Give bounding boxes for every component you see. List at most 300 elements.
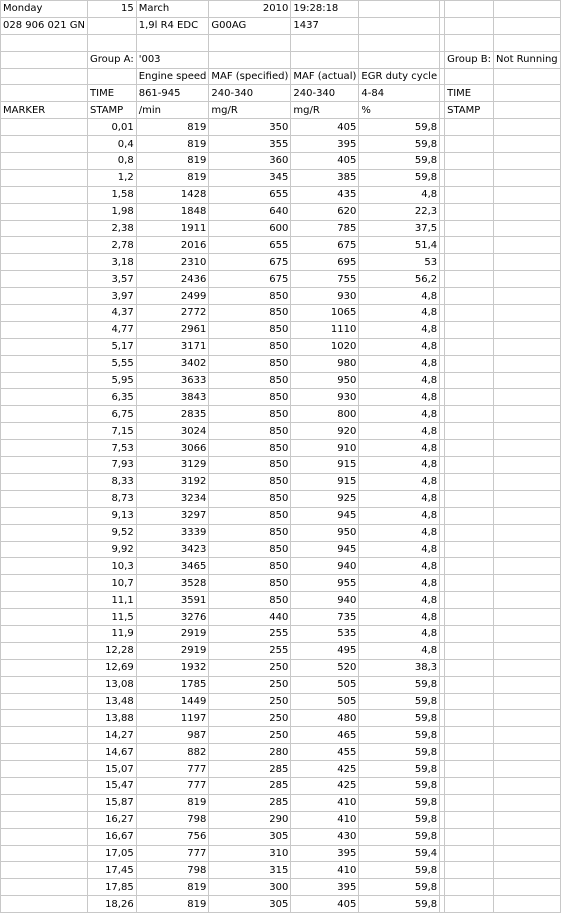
sheet-cell[interactable]: 4,8: [359, 338, 440, 355]
sheet-cell[interactable]: [1, 896, 88, 913]
sheet-cell[interactable]: [445, 17, 494, 34]
sheet-cell[interactable]: 3339: [136, 524, 209, 541]
sheet-cell[interactable]: [493, 541, 560, 558]
sheet-cell[interactable]: 850: [209, 524, 291, 541]
sheet-cell[interactable]: [1, 625, 88, 642]
sheet-cell[interactable]: 850: [209, 406, 291, 423]
sheet-cell[interactable]: [493, 811, 560, 828]
sheet-cell[interactable]: [1, 862, 88, 879]
sheet-cell[interactable]: 15,87: [88, 794, 137, 811]
sheet-cell[interactable]: 395: [291, 845, 359, 862]
sheet-cell[interactable]: 4,8: [359, 625, 440, 642]
sheet-cell[interactable]: 3591: [136, 592, 209, 609]
sheet-cell[interactable]: 850: [209, 338, 291, 355]
sheet-cell[interactable]: 915: [291, 457, 359, 474]
sheet-cell[interactable]: 1,58: [88, 186, 137, 203]
sheet-cell[interactable]: 480: [291, 710, 359, 727]
sheet-cell[interactable]: 9,92: [88, 541, 137, 558]
sheet-cell[interactable]: 59,8: [359, 710, 440, 727]
sheet-cell[interactable]: [493, 389, 560, 406]
sheet-cell[interactable]: [493, 169, 560, 186]
sheet-cell[interactable]: [1, 609, 88, 626]
sheet-cell[interactable]: [1, 68, 88, 85]
sheet-cell[interactable]: [493, 642, 560, 659]
sheet-cell[interactable]: [88, 17, 137, 34]
sheet-cell[interactable]: [1, 51, 88, 68]
sheet-cell[interactable]: [1, 642, 88, 659]
sheet-cell[interactable]: 819: [136, 169, 209, 186]
sheet-cell[interactable]: [1, 406, 88, 423]
sheet-cell[interactable]: TIME: [88, 85, 137, 102]
sheet-cell[interactable]: 2,38: [88, 220, 137, 237]
sheet-cell[interactable]: 12,69: [88, 659, 137, 676]
sheet-cell[interactable]: 1428: [136, 186, 209, 203]
sheet-cell[interactable]: 250: [209, 693, 291, 710]
sheet-cell[interactable]: 945: [291, 541, 359, 558]
sheet-cell[interactable]: 819: [136, 896, 209, 913]
sheet-cell[interactable]: 11,9: [88, 625, 137, 642]
sheet-cell[interactable]: 430: [291, 828, 359, 845]
sheet-cell[interactable]: 9,13: [88, 507, 137, 524]
sheet-cell[interactable]: [1, 592, 88, 609]
sheet-cell[interactable]: [445, 1, 494, 18]
sheet-cell[interactable]: [88, 34, 137, 51]
sheet-cell[interactable]: [493, 761, 560, 778]
sheet-cell[interactable]: [493, 558, 560, 575]
sheet-cell[interactable]: 9,52: [88, 524, 137, 541]
sheet-cell[interactable]: [1, 457, 88, 474]
sheet-cell[interactable]: STAMP: [88, 102, 137, 119]
sheet-cell[interactable]: [1, 490, 88, 507]
sheet-cell[interactable]: [1, 507, 88, 524]
sheet-cell[interactable]: [445, 136, 494, 153]
sheet-cell[interactable]: [445, 490, 494, 507]
sheet-cell[interactable]: 4,8: [359, 440, 440, 457]
sheet-cell[interactable]: 3528: [136, 575, 209, 592]
sheet-cell[interactable]: 3171: [136, 338, 209, 355]
sheet-cell[interactable]: 250: [209, 727, 291, 744]
sheet-cell[interactable]: 819: [136, 119, 209, 136]
sheet-cell[interactable]: 13,88: [88, 710, 137, 727]
sheet-cell[interactable]: 395: [291, 136, 359, 153]
sheet-cell[interactable]: [493, 305, 560, 322]
sheet-cell[interactable]: [493, 119, 560, 136]
sheet-cell[interactable]: 655: [209, 186, 291, 203]
sheet-cell[interactable]: 12,28: [88, 642, 137, 659]
sheet-cell[interactable]: 5,17: [88, 338, 137, 355]
sheet-cell[interactable]: [445, 321, 494, 338]
sheet-cell[interactable]: [1, 828, 88, 845]
sheet-cell[interactable]: 305: [209, 828, 291, 845]
sheet-cell[interactable]: 600: [209, 220, 291, 237]
sheet-cell[interactable]: 59,8: [359, 169, 440, 186]
sheet-cell[interactable]: 850: [209, 490, 291, 507]
sheet-cell[interactable]: 59,8: [359, 744, 440, 761]
sheet-cell[interactable]: [493, 406, 560, 423]
sheet-cell[interactable]: 59,8: [359, 761, 440, 778]
sheet-cell[interactable]: [359, 51, 440, 68]
sheet-cell[interactable]: 819: [136, 153, 209, 170]
sheet-cell[interactable]: [493, 237, 560, 254]
sheet-cell[interactable]: [445, 271, 494, 288]
sheet-cell[interactable]: 1,9l R4 EDC: [136, 17, 209, 34]
sheet-cell[interactable]: [1, 85, 88, 102]
sheet-cell[interactable]: 59,8: [359, 896, 440, 913]
sheet-cell[interactable]: 505: [291, 693, 359, 710]
sheet-cell[interactable]: [493, 575, 560, 592]
sheet-cell[interactable]: 850: [209, 440, 291, 457]
sheet-cell[interactable]: 3465: [136, 558, 209, 575]
sheet-cell[interactable]: 310: [209, 845, 291, 862]
sheet-cell[interactable]: 950: [291, 372, 359, 389]
sheet-cell[interactable]: [445, 254, 494, 271]
sheet-cell[interactable]: 345: [209, 169, 291, 186]
sheet-cell[interactable]: 950: [291, 524, 359, 541]
sheet-cell[interactable]: [493, 288, 560, 305]
sheet-cell[interactable]: [88, 68, 137, 85]
sheet-cell[interactable]: 2919: [136, 625, 209, 642]
sheet-cell[interactable]: 4,8: [359, 541, 440, 558]
sheet-cell[interactable]: 882: [136, 744, 209, 761]
sheet-cell[interactable]: 435: [291, 186, 359, 203]
sheet-cell[interactable]: 355: [209, 136, 291, 153]
sheet-cell[interactable]: 1437: [291, 17, 359, 34]
sheet-cell[interactable]: [493, 879, 560, 896]
sheet-cell[interactable]: 2310: [136, 254, 209, 271]
sheet-cell[interactable]: [445, 575, 494, 592]
sheet-cell[interactable]: [445, 288, 494, 305]
sheet-cell[interactable]: [1, 440, 88, 457]
sheet-cell[interactable]: [209, 34, 291, 51]
sheet-cell[interactable]: [445, 727, 494, 744]
sheet-cell[interactable]: 930: [291, 389, 359, 406]
sheet-cell[interactable]: 10,3: [88, 558, 137, 575]
sheet-cell[interactable]: [493, 186, 560, 203]
sheet-cell[interactable]: [1, 761, 88, 778]
sheet-cell[interactable]: [1, 186, 88, 203]
sheet-cell[interactable]: [359, 17, 440, 34]
sheet-cell[interactable]: 6,35: [88, 389, 137, 406]
sheet-cell[interactable]: 819: [136, 879, 209, 896]
sheet-cell[interactable]: 425: [291, 777, 359, 794]
sheet-cell[interactable]: 4,8: [359, 389, 440, 406]
sheet-cell[interactable]: [359, 1, 440, 18]
sheet-cell[interactable]: [359, 34, 440, 51]
sheet-cell[interactable]: 756: [136, 828, 209, 845]
sheet-cell[interactable]: 4-84: [359, 85, 440, 102]
sheet-cell[interactable]: [445, 457, 494, 474]
sheet-cell[interactable]: [493, 592, 560, 609]
sheet-cell[interactable]: 59,4: [359, 845, 440, 862]
sheet-cell[interactable]: [493, 254, 560, 271]
sheet-cell[interactable]: [493, 1, 560, 18]
sheet-cell[interactable]: [445, 845, 494, 862]
sheet-cell[interactable]: MAF (actual): [291, 68, 359, 85]
sheet-cell[interactable]: 861-945: [136, 85, 209, 102]
sheet-cell[interactable]: [493, 659, 560, 676]
sheet-cell[interactable]: [493, 896, 560, 913]
sheet-cell[interactable]: 735: [291, 609, 359, 626]
sheet-cell[interactable]: [1, 777, 88, 794]
sheet-cell[interactable]: 1,2: [88, 169, 137, 186]
sheet-cell[interactable]: 4,8: [359, 592, 440, 609]
sheet-cell[interactable]: 987: [136, 727, 209, 744]
sheet-cell[interactable]: [445, 693, 494, 710]
sheet-cell[interactable]: [445, 676, 494, 693]
sheet-cell[interactable]: /min: [136, 102, 209, 119]
sheet-cell[interactable]: [445, 862, 494, 879]
sheet-cell[interactable]: [493, 136, 560, 153]
sheet-cell[interactable]: 240-340: [209, 85, 291, 102]
sheet-cell[interactable]: 5,55: [88, 355, 137, 372]
sheet-cell[interactable]: '003: [136, 51, 209, 68]
sheet-cell[interactable]: [493, 490, 560, 507]
sheet-cell[interactable]: [445, 423, 494, 440]
sheet-cell[interactable]: [445, 305, 494, 322]
sheet-cell[interactable]: [493, 609, 560, 626]
sheet-cell[interactable]: 4,37: [88, 305, 137, 322]
sheet-cell[interactable]: 930: [291, 288, 359, 305]
sheet-cell[interactable]: 465: [291, 727, 359, 744]
sheet-cell[interactable]: 14,27: [88, 727, 137, 744]
sheet-cell[interactable]: 3,57: [88, 271, 137, 288]
sheet-cell[interactable]: [1, 220, 88, 237]
sheet-cell[interactable]: 0,8: [88, 153, 137, 170]
sheet-cell[interactable]: [493, 203, 560, 220]
sheet-cell[interactable]: 5,95: [88, 372, 137, 389]
sheet-cell[interactable]: 8,33: [88, 473, 137, 490]
sheet-cell[interactable]: [445, 541, 494, 558]
sheet-cell[interactable]: Engine speed: [136, 68, 209, 85]
sheet-cell[interactable]: G00AG: [209, 17, 291, 34]
sheet-cell[interactable]: 59,8: [359, 862, 440, 879]
sheet-cell[interactable]: [445, 440, 494, 457]
sheet-cell[interactable]: 675: [291, 237, 359, 254]
sheet-cell[interactable]: 10,7: [88, 575, 137, 592]
sheet-cell[interactable]: 4,8: [359, 372, 440, 389]
sheet-cell[interactable]: [445, 220, 494, 237]
sheet-cell[interactable]: 410: [291, 862, 359, 879]
sheet-cell[interactable]: [445, 372, 494, 389]
sheet-cell[interactable]: [445, 237, 494, 254]
sheet-cell[interactable]: 59,8: [359, 676, 440, 693]
sheet-cell[interactable]: 395: [291, 879, 359, 896]
sheet-cell[interactable]: 4,8: [359, 609, 440, 626]
sheet-cell[interactable]: [1, 575, 88, 592]
sheet-cell[interactable]: [1, 355, 88, 372]
sheet-cell[interactable]: [1, 389, 88, 406]
sheet-cell[interactable]: 798: [136, 811, 209, 828]
sheet-cell[interactable]: 13,48: [88, 693, 137, 710]
sheet-cell[interactable]: 1785: [136, 676, 209, 693]
sheet-cell[interactable]: 3402: [136, 355, 209, 372]
sheet-cell[interactable]: [445, 761, 494, 778]
sheet-cell[interactable]: [1, 794, 88, 811]
sheet-cell[interactable]: [445, 811, 494, 828]
sheet-cell[interactable]: [1, 338, 88, 355]
sheet-cell[interactable]: [209, 51, 291, 68]
sheet-cell[interactable]: 640: [209, 203, 291, 220]
sheet-cell[interactable]: 3276: [136, 609, 209, 626]
sheet-cell[interactable]: 2961: [136, 321, 209, 338]
sheet-cell[interactable]: 655: [209, 237, 291, 254]
sheet-cell[interactable]: 4,8: [359, 355, 440, 372]
sheet-cell[interactable]: 955: [291, 575, 359, 592]
sheet-cell[interactable]: 15: [88, 1, 137, 18]
sheet-cell[interactable]: 819: [136, 136, 209, 153]
sheet-cell[interactable]: 53: [359, 254, 440, 271]
sheet-cell[interactable]: [493, 338, 560, 355]
sheet-cell[interactable]: [493, 423, 560, 440]
sheet-cell[interactable]: 59,8: [359, 879, 440, 896]
sheet-cell[interactable]: [445, 153, 494, 170]
sheet-cell[interactable]: 798: [136, 862, 209, 879]
sheet-cell[interactable]: 4,8: [359, 321, 440, 338]
sheet-cell[interactable]: 8,73: [88, 490, 137, 507]
sheet-cell[interactable]: 7,15: [88, 423, 137, 440]
sheet-cell[interactable]: 59,8: [359, 153, 440, 170]
sheet-cell[interactable]: 4,8: [359, 457, 440, 474]
sheet-cell[interactable]: 4,8: [359, 473, 440, 490]
sheet-cell[interactable]: [445, 406, 494, 423]
sheet-cell[interactable]: 2835: [136, 406, 209, 423]
sheet-cell[interactable]: [1, 744, 88, 761]
sheet-cell[interactable]: 59,8: [359, 693, 440, 710]
sheet-cell[interactable]: [493, 676, 560, 693]
sheet-cell[interactable]: [445, 558, 494, 575]
sheet-cell[interactable]: TIME: [445, 85, 494, 102]
sheet-cell[interactable]: 2772: [136, 305, 209, 322]
sheet-cell[interactable]: [1, 710, 88, 727]
sheet-cell[interactable]: 850: [209, 372, 291, 389]
sheet-cell[interactable]: [1, 119, 88, 136]
sheet-cell[interactable]: [445, 592, 494, 609]
sheet-cell[interactable]: 7,53: [88, 440, 137, 457]
sheet-cell[interactable]: [445, 68, 494, 85]
sheet-cell[interactable]: 850: [209, 575, 291, 592]
sheet-cell[interactable]: 3129: [136, 457, 209, 474]
sheet-cell[interactable]: 56,2: [359, 271, 440, 288]
sheet-cell[interactable]: 2016: [136, 237, 209, 254]
sheet-cell[interactable]: 3843: [136, 389, 209, 406]
sheet-cell[interactable]: 850: [209, 389, 291, 406]
sheet-cell[interactable]: 305: [209, 896, 291, 913]
sheet-cell[interactable]: [1, 693, 88, 710]
sheet-cell[interactable]: 850: [209, 321, 291, 338]
sheet-cell[interactable]: 15,07: [88, 761, 137, 778]
sheet-cell[interactable]: [493, 153, 560, 170]
sheet-cell[interactable]: [445, 710, 494, 727]
sheet-cell[interactable]: 3234: [136, 490, 209, 507]
sheet-cell[interactable]: 4,8: [359, 490, 440, 507]
sheet-cell[interactable]: 255: [209, 625, 291, 642]
sheet-cell[interactable]: [493, 777, 560, 794]
sheet-cell[interactable]: 3423: [136, 541, 209, 558]
sheet-cell[interactable]: [493, 68, 560, 85]
sheet-cell[interactable]: 59,8: [359, 828, 440, 845]
sheet-cell[interactable]: 028 906 021 GN: [1, 17, 88, 34]
sheet-cell[interactable]: 59,8: [359, 794, 440, 811]
sheet-cell[interactable]: 777: [136, 761, 209, 778]
sheet-cell[interactable]: 1020: [291, 338, 359, 355]
sheet-cell[interactable]: 315: [209, 862, 291, 879]
sheet-cell[interactable]: [1, 659, 88, 676]
sheet-cell[interactable]: 405: [291, 896, 359, 913]
sheet-cell[interactable]: [493, 85, 560, 102]
sheet-cell[interactable]: Monday: [1, 1, 88, 18]
sheet-cell[interactable]: 3,97: [88, 288, 137, 305]
sheet-cell[interactable]: [445, 609, 494, 626]
sheet-cell[interactable]: 2436: [136, 271, 209, 288]
sheet-cell[interactable]: [493, 828, 560, 845]
sheet-cell[interactable]: 4,8: [359, 406, 440, 423]
sheet-cell[interactable]: 16,67: [88, 828, 137, 845]
sheet-cell[interactable]: [1, 153, 88, 170]
sheet-cell[interactable]: [493, 524, 560, 541]
sheet-cell[interactable]: [493, 507, 560, 524]
sheet-cell[interactable]: 785: [291, 220, 359, 237]
sheet-cell[interactable]: Not Running: [493, 51, 560, 68]
sheet-cell[interactable]: [1, 423, 88, 440]
sheet-cell[interactable]: 4,8: [359, 507, 440, 524]
sheet-cell[interactable]: %: [359, 102, 440, 119]
sheet-cell[interactable]: 850: [209, 592, 291, 609]
sheet-cell[interactable]: 455: [291, 744, 359, 761]
sheet-cell[interactable]: [1, 879, 88, 896]
sheet-cell[interactable]: 37,5: [359, 220, 440, 237]
sheet-cell[interactable]: 14,67: [88, 744, 137, 761]
sheet-cell[interactable]: 915: [291, 473, 359, 490]
sheet-cell[interactable]: 2010: [209, 1, 291, 18]
sheet-cell[interactable]: 1,98: [88, 203, 137, 220]
sheet-cell[interactable]: [445, 744, 494, 761]
sheet-cell[interactable]: [1, 473, 88, 490]
sheet-cell[interactable]: [1, 254, 88, 271]
sheet-cell[interactable]: [445, 473, 494, 490]
sheet-cell[interactable]: 15,47: [88, 777, 137, 794]
sheet-cell[interactable]: 17,45: [88, 862, 137, 879]
sheet-cell[interactable]: 19:28:18: [291, 1, 359, 18]
sheet-cell[interactable]: 980: [291, 355, 359, 372]
sheet-cell[interactable]: 240-340: [291, 85, 359, 102]
sheet-cell[interactable]: mg/R: [209, 102, 291, 119]
sheet-cell[interactable]: [1, 237, 88, 254]
sheet-cell[interactable]: [493, 473, 560, 490]
sheet-cell[interactable]: 0,4: [88, 136, 137, 153]
sheet-cell[interactable]: 4,8: [359, 524, 440, 541]
sheet-cell[interactable]: [493, 710, 560, 727]
sheet-cell[interactable]: 59,8: [359, 777, 440, 794]
sheet-cell[interactable]: [445, 186, 494, 203]
sheet-cell[interactable]: 819: [136, 794, 209, 811]
sheet-cell[interactable]: [493, 34, 560, 51]
sheet-cell[interactable]: [445, 338, 494, 355]
sheet-cell[interactable]: 0,01: [88, 119, 137, 136]
sheet-cell[interactable]: [493, 321, 560, 338]
sheet-cell[interactable]: 3024: [136, 423, 209, 440]
sheet-cell[interactable]: 755: [291, 271, 359, 288]
sheet-cell[interactable]: [493, 440, 560, 457]
sheet-cell[interactable]: 4,77: [88, 321, 137, 338]
sheet-cell[interactable]: 285: [209, 794, 291, 811]
sheet-cell[interactable]: [1, 727, 88, 744]
sheet-cell[interactable]: 13,08: [88, 676, 137, 693]
sheet-cell[interactable]: 850: [209, 558, 291, 575]
sheet-cell[interactable]: [1, 372, 88, 389]
sheet-cell[interactable]: 1449: [136, 693, 209, 710]
sheet-cell[interactable]: [445, 169, 494, 186]
sheet-cell[interactable]: 22,3: [359, 203, 440, 220]
